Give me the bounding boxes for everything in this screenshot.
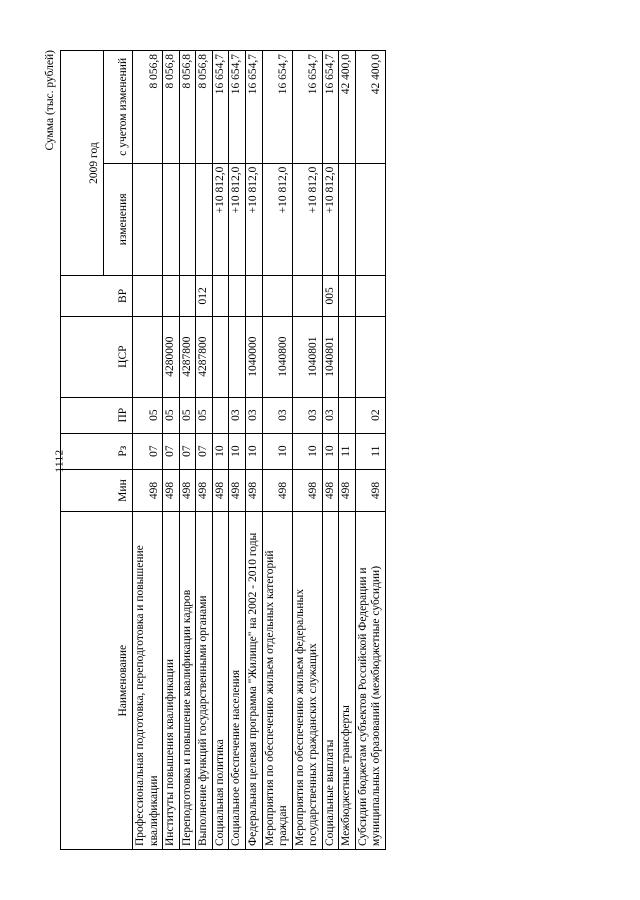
cell-total: 8 056,8	[163, 51, 180, 164]
cell-pr: 03	[229, 397, 246, 433]
cell-total: 42 400,0	[339, 51, 356, 164]
cell-rz: 10	[245, 433, 262, 469]
col-header-vr: ВР	[61, 276, 133, 317]
cell-total: 16 654,7	[262, 51, 292, 164]
cell-vr	[163, 276, 180, 317]
cell-name: Переподготовка и повышение квалификации кадров	[179, 512, 196, 850]
cell-total: 16 654,7	[292, 51, 322, 164]
table-row	[163, 51, 180, 850]
cell-rz: 11	[355, 433, 385, 469]
cell-pr: 03	[292, 397, 322, 433]
cell-vr	[229, 276, 246, 317]
cell-pr: 03	[322, 397, 339, 433]
table-row	[339, 51, 356, 850]
cell-name: Мероприятия по обеспечению жильем федеральных государственных гражданских служащих	[292, 512, 322, 850]
cell-vr	[262, 276, 292, 317]
cell-min: 498	[355, 469, 385, 512]
cell-total: 8 056,8	[179, 51, 196, 164]
table-row	[322, 51, 339, 850]
col-header-pr: ПР	[61, 397, 133, 433]
cell-min: 498	[196, 469, 213, 512]
cell-pr: 02	[355, 397, 385, 433]
table-row	[229, 51, 246, 850]
cell-csr: 4287800	[179, 316, 196, 397]
table-row	[262, 51, 292, 850]
cell-total: 16 654,7	[322, 51, 339, 164]
cell-changes: +10 812,0	[292, 163, 322, 276]
cell-vr	[212, 276, 229, 317]
cell-name: Выполнение функций государственными органами	[196, 512, 213, 850]
cell-pr: 03	[245, 397, 262, 433]
cell-total: 16 654,7	[245, 51, 262, 164]
cell-rz: 10	[229, 433, 246, 469]
cell-changes	[163, 163, 180, 276]
cell-name: Институты повышения квалификации	[163, 512, 180, 850]
cell-total: 8 056,8	[133, 51, 163, 164]
cell-total: 8 056,8	[196, 51, 213, 164]
col-header-total: с учетом изменений	[104, 51, 133, 164]
cell-name: Социальная политика	[212, 512, 229, 850]
cell-min: 498	[212, 469, 229, 512]
cell-changes	[133, 163, 163, 276]
cell-name: Профессиональная подготовка, переподготовка и повышение квалификации	[133, 512, 163, 850]
cell-changes	[196, 163, 213, 276]
cell-pr	[212, 397, 229, 433]
cell-csr: 4287800	[196, 316, 213, 397]
cell-rz: 10	[212, 433, 229, 469]
sum-caption: Сумма (тыс. рублей)	[44, 50, 56, 151]
table-row	[212, 51, 229, 850]
cell-changes: +10 812,0	[322, 163, 339, 276]
col-header-min: Мин	[61, 469, 133, 512]
cell-pr: 05	[196, 397, 213, 433]
table-row	[196, 51, 213, 850]
cell-total: 42 400,0	[355, 51, 385, 164]
cell-name: Социальные выплаты	[322, 512, 339, 850]
cell-rz: 07	[163, 433, 180, 469]
cell-vr	[339, 276, 356, 317]
cell-name: Субсидии бюджетам субъектов Российской Федерации и муниципальных образований (межбюджетные субсидии)	[355, 512, 385, 850]
cell-pr	[339, 397, 356, 433]
cell-min: 498	[262, 469, 292, 512]
cell-changes: +10 812,0	[212, 163, 229, 276]
table-row	[292, 51, 322, 850]
table-row	[133, 51, 163, 850]
table-row	[179, 51, 196, 850]
cell-min: 498	[322, 469, 339, 512]
cell-name: Мероприятия по обеспечению жильем отдельных категорий граждан	[262, 512, 292, 850]
cell-changes: +10 812,0	[262, 163, 292, 276]
cell-csr	[355, 316, 385, 397]
cell-min: 498	[133, 469, 163, 512]
cell-csr	[212, 316, 229, 397]
cell-min: 498	[245, 469, 262, 512]
cell-min: 498	[163, 469, 180, 512]
col-header-csr: ЦСР	[61, 316, 133, 397]
cell-vr: 005	[322, 276, 339, 317]
cell-vr	[292, 276, 322, 317]
cell-changes	[355, 163, 385, 276]
table-body	[133, 51, 386, 850]
cell-name: Федеральная целевая программа "Жилище" на 2002 - 2010 годы	[245, 512, 262, 850]
budget-table	[60, 50, 386, 850]
cell-name: Межбюджетные трансферты	[339, 512, 356, 850]
cell-pr: 05	[133, 397, 163, 433]
cell-vr	[133, 276, 163, 317]
col-header-changes: изменения	[104, 163, 133, 276]
table-row	[355, 51, 385, 850]
cell-min: 498	[229, 469, 246, 512]
cell-changes: +10 812,0	[229, 163, 246, 276]
cell-vr: 012	[196, 276, 213, 317]
cell-min: 498	[179, 469, 196, 512]
cell-min: 498	[339, 469, 356, 512]
cell-rz: 07	[179, 433, 196, 469]
cell-csr: 1040800	[262, 316, 292, 397]
cell-vr	[245, 276, 262, 317]
cell-total: 16 654,7	[212, 51, 229, 164]
cell-csr	[229, 316, 246, 397]
cell-min: 498	[292, 469, 322, 512]
col-header-year: 2009 год	[61, 51, 104, 276]
cell-vr	[355, 276, 385, 317]
cell-rz: 10	[292, 433, 322, 469]
cell-pr: 03	[262, 397, 292, 433]
cell-csr: 4280000	[163, 316, 180, 397]
cell-changes: +10 812,0	[245, 163, 262, 276]
cell-pr: 05	[163, 397, 180, 433]
cell-vr	[179, 276, 196, 317]
col-header-rz: Рз	[61, 433, 133, 469]
cell-pr: 05	[179, 397, 196, 433]
cell-csr	[133, 316, 163, 397]
cell-csr: 1040801	[292, 316, 322, 397]
cell-rz: 11	[339, 433, 356, 469]
cell-rz: 10	[262, 433, 292, 469]
cell-csr: 1040801	[322, 316, 339, 397]
cell-changes	[179, 163, 196, 276]
col-header-name: Наименование	[61, 512, 133, 850]
page-number: 1112	[53, 449, 66, 473]
cell-rz: 07	[133, 433, 163, 469]
cell-csr: 1040000	[245, 316, 262, 397]
cell-changes	[339, 163, 356, 276]
cell-rz: 07	[196, 433, 213, 469]
cell-name: Социальное обеспечение населения	[229, 512, 246, 850]
cell-csr	[339, 316, 356, 397]
cell-rz: 10	[322, 433, 339, 469]
table-header-row	[61, 51, 104, 850]
cell-total: 16 654,7	[229, 51, 246, 164]
table-row	[245, 51, 262, 850]
